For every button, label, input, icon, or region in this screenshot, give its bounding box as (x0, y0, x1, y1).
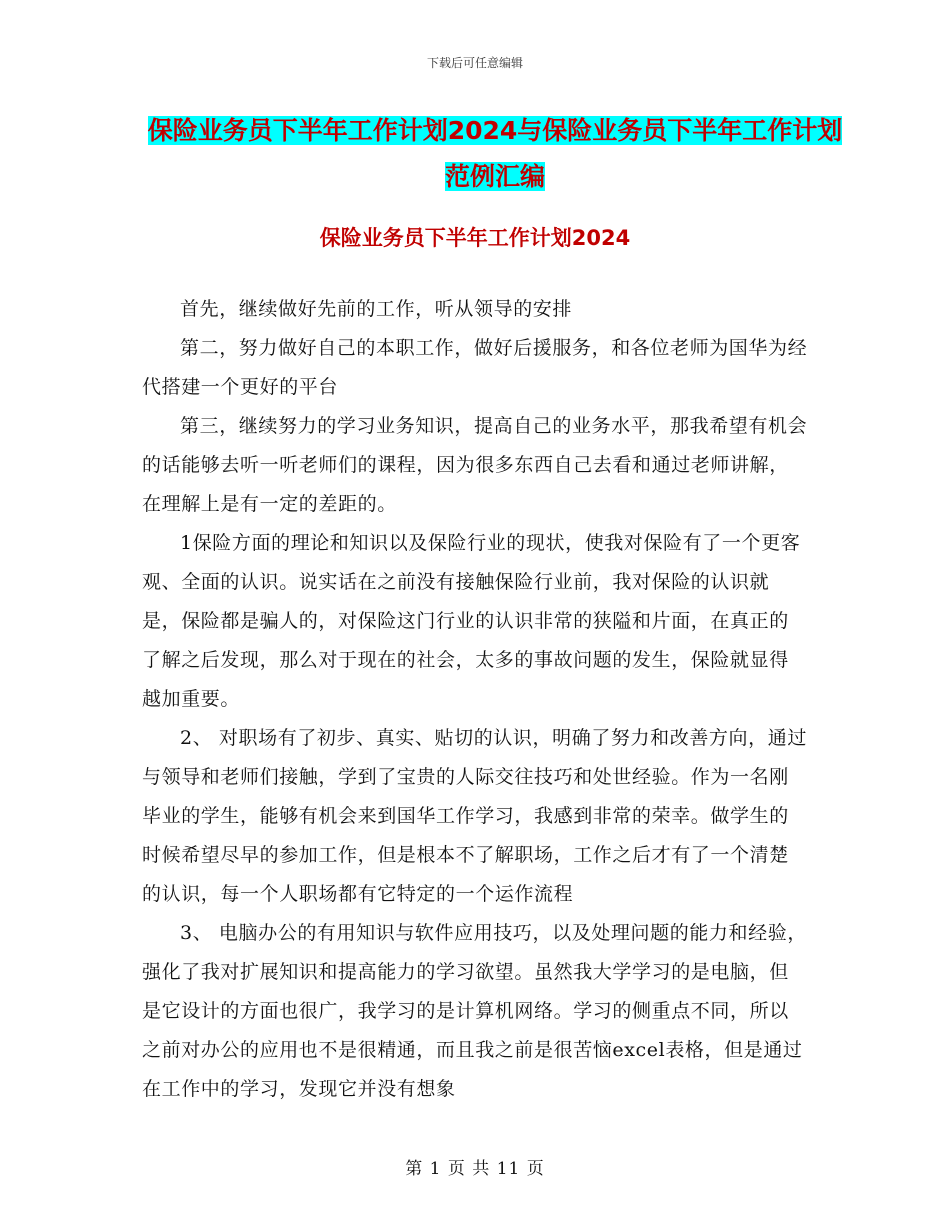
section-title: 保险业务员下半年工作计划2024 (319, 226, 631, 250)
paragraph: 第三，继续努力的学习业务知识，提高自己的业务水平，那我希望有机会的话能够去听一听老师们的课程，因为很多东西自己去看和通过老师讲解，在理解上是有一定的差距的。 (142, 415, 808, 515)
paragraph: 首先，继续做好先前的工作，听从领导的安排 (180, 298, 573, 320)
paragraph: 3、 电脑办公的有用知识与软件应用技巧，以及处理问题的能力和经验，强化了我对扩展知识和提高能力的学习欲望。虽然我大学学习的是电脑，但是它设计的方面也很广，我学习的是计算机网络。学习的侧重点不同，所以之前对办公的应用也不是很精通，而且我之前是很苦恼excel表格，但是通过在工作中的学习，发现它并没有想象 (142, 922, 807, 1100)
body-text (142, 290, 808, 1109)
page-number-footer: 第 1 页 共 11 页 (405, 1159, 545, 1179)
document-title (140, 108, 850, 200)
paragraph: 2、 对职场有了初步、真实、贴切的认识，明确了努力和改善方向，通过与领导和老师们接触，学到了宝贵的人际交往技巧和处世经验。作为一名刚毕业的学生，能够有机会来到国华工作学习，我感到非常的荣幸。做学生的时候希望尽早的参加工作，但是根本不了解职场，工作之后才有了一个清楚的认识，每一个人职场都有它特定的一个运作流程 (142, 727, 807, 905)
paragraph: 第二，努力做好自己的本职工作，做好后援服务，和各位老师为国华为经代搭建一个更好的平台 (142, 337, 808, 398)
header-note: 下载后可任意编辑 (426, 56, 523, 70)
paragraph: 1保险方面的理论和知识以及保险行业的现状，使我对保险有了一个更客观、全面的认识。说实话在之前没有接触保险行业前，我对保险的认识就是，保险都是骗人的，对保险这门行业的认识非常的狭隘和片面，在真正的了解之后发现，那么对于现在的社会，太多的事故问题的发生，保险就显得越加重要。 (142, 532, 801, 710)
document-title-text: 保险业务员下半年工作计划2024与保险业务员下半年工作计划范例汇编 (147, 116, 843, 191)
